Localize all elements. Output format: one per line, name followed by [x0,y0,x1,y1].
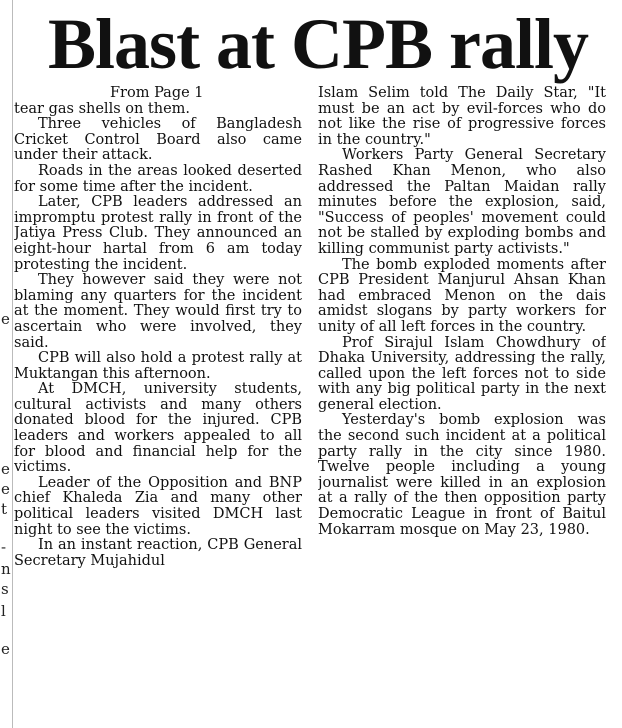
gutter-char: n [1,560,11,578]
paragraph: Leader of the Opposition and BNP chief Khaleda Zia and many other political leaders visited DMCH last night to see the victims. [14,474,302,538]
gutter-char: - [1,538,7,556]
paragraph: At DMCH, university students, cultural activists and many others donated blood for the injured. CPB leaders and workers appealed to all for blood and financial help for the victims. [14,381,302,476]
gutter-char: e [1,640,10,658]
paragraph: Roads in the areas looked deserted for some time after the incident. [14,162,302,195]
paragraph: In an instant reaction, CPB General Secretary Mujahidul [14,537,302,569]
headline: Blast at CPB rally [48,4,588,84]
paragraph: Later, CPB leaders addressed an impromptu protest rally in front of the Jatiya Press Club. They announced an eight-hour hartal from 6 am today protesting the incident. [14,194,302,273]
paragraph: Prof Sirajul Islam Chowdhury of Dhaka University, addressing the rally, called upon the left forces not to side with any big political party in the next general election. [318,334,606,413]
paragraph: Yesterday's bomb explosion was the second such incident at a political party rally in the city since 1980. Twelve people including a young journalist were killed in an explosion at a rally of the then opposition party Democratic League in front of Baitul Mokarram mosque on May 23, 1980. [318,412,606,538]
paragraph: The bomb exploded moments after CPB President Manjurul Ahsan Khan had embraced Menon on the dais amidst slogans by party workers for unity of all left forces in the country. [318,256,606,335]
paragraph: Workers Party General Secretary Rashed Khan Menon, who also addressed the Paltan Maidan rally minutes before the explosion, said, "Success of peoples' movement could not be stalled by exploding bombs and killing communist party activists." [318,147,606,257]
paragraph: tear gas shells on them. [14,100,191,117]
article-column-left [14,86,302,722]
article-column-right [318,86,606,722]
paragraph: They however said they were not blaming any quarters for the incident at the moment. They would first try to ascertain who were involved, they said. [14,272,302,351]
gutter-char: e [1,310,10,328]
gutter-char: t [1,500,8,518]
adjacent-column-edge [0,0,13,728]
gutter-char: s [1,580,9,598]
gutter-char: l [1,602,6,620]
paragraph: CPB will also hold a protest rally at Muktangan this afternoon. [14,350,302,382]
gutter-char: e [1,460,10,478]
paragraph: Three vehicles of Bangladesh Cricket Control Board also came under their attack. [14,116,302,164]
paragraph: Islam Selim told The Daily Star, "It must be an act by evil-forces who do not like the rise of progressive forces in the country." [318,86,606,148]
gutter-char: e [1,480,10,498]
continuation-label: From Page 1 [110,86,204,101]
